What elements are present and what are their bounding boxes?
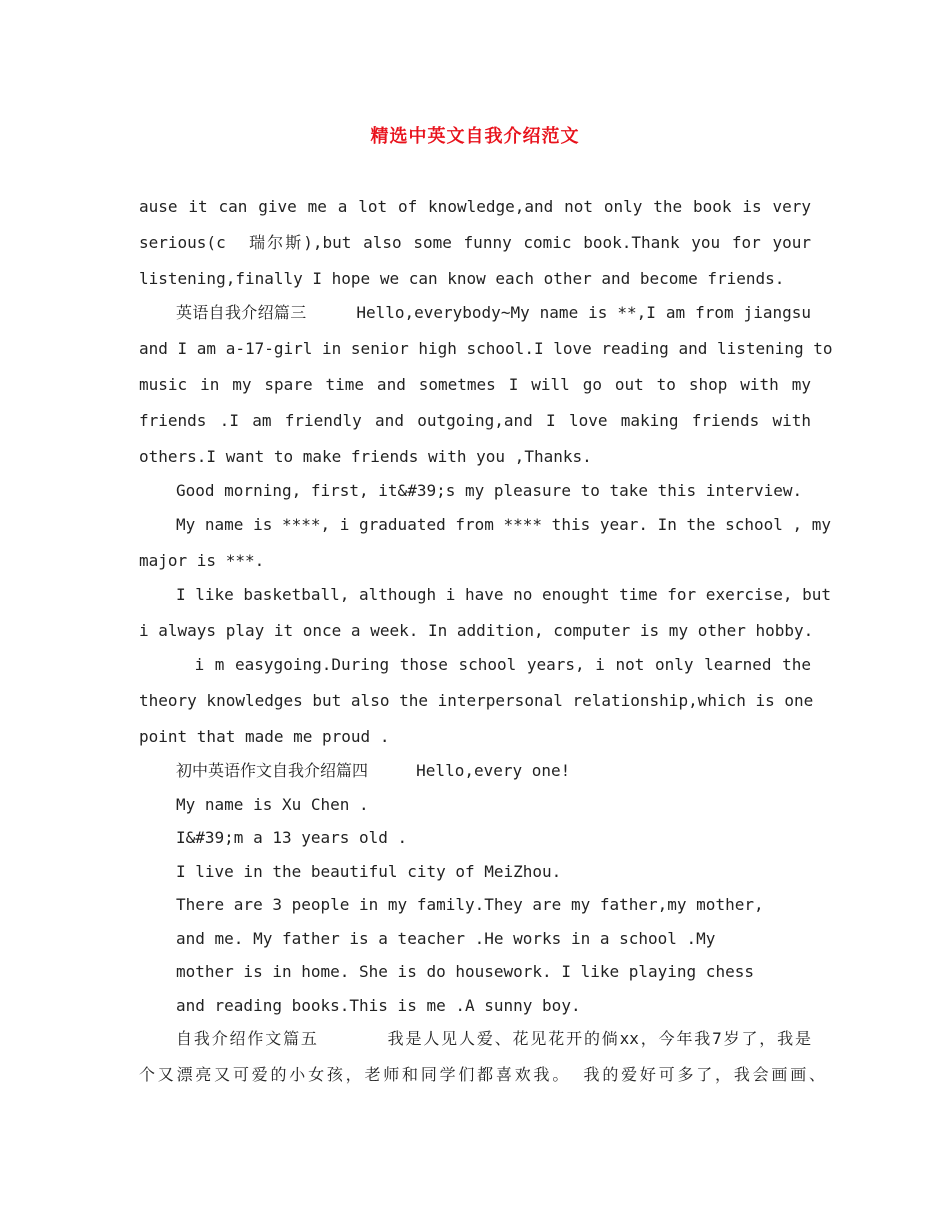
- section-heading-line: 自我介绍作文篇五 我是人见人爱、花见花开的倘xx，今年我7岁了，我是: [176, 1029, 811, 1048]
- text-line: i m easygoing.During those school years, i not only learned the: [184, 655, 811, 674]
- text-line: point that made me proud .: [139, 727, 390, 746]
- document-title: 精选中英文自我介绍范文: [370, 126, 580, 147]
- text-line: ause it can give me a lot of knowledge,and not only the book is very: [139, 197, 811, 216]
- text-line: others.I want to make friends with you ,Thanks.: [139, 447, 592, 466]
- text-line: Good morning, first, it&#39;s my pleasure to take this interview.: [176, 481, 803, 500]
- text-line: I like basketball, although i have no enought time for exercise, but: [176, 585, 832, 604]
- section-heading-line: 初中英语作文自我介绍篇四 Hello,every one!: [176, 761, 571, 780]
- text-line: and I am a-17-girl in senior high school.I love reading and listening to: [139, 339, 833, 358]
- text-line: My name is ****, i graduated from **** this year. In the school , my: [176, 515, 832, 534]
- text-line: There are 3 people in my family.They are my father,my mother,: [176, 895, 764, 914]
- text-line: friends .I am friendly and outgoing,and I love making friends with: [139, 411, 811, 430]
- text-line: music in my spare time and sometmes I will go out to shop with my: [139, 375, 811, 394]
- text-line: theory knowledges but also the interpersonal relationship,which is one: [139, 691, 814, 710]
- section-heading-line: 英语自我介绍篇三 Hello,everybody~My name is **,I am from jiangsu: [176, 303, 811, 322]
- text-line: My name is Xu Chen .: [176, 795, 369, 814]
- text-line: 个又漂亮又可爱的小女孩，老师和同学们都喜欢我。 我的爱好可多了，我会画画、: [139, 1065, 825, 1084]
- text-line: i always play it once a week. In addition, computer is my other hobby.: [139, 621, 814, 640]
- text-line: I&#39;m a 13 years old .: [176, 828, 408, 847]
- text-line: I live in the beautiful city of MeiZhou.: [176, 862, 562, 881]
- text-line: mother is in home. She is do housework. I like playing chess: [176, 962, 754, 981]
- text-line: and reading books.This is me .A sunny boy.: [176, 996, 581, 1015]
- text-line: listening,finally I hope we can know each other and become friends.: [139, 269, 785, 288]
- text-line: major is ***.: [139, 551, 265, 570]
- text-line: serious(c 瑞尔斯),but also some funny comic book.Thank you for your: [139, 233, 811, 252]
- text-line: and me. My father is a teacher .He works in a school .My: [176, 929, 716, 948]
